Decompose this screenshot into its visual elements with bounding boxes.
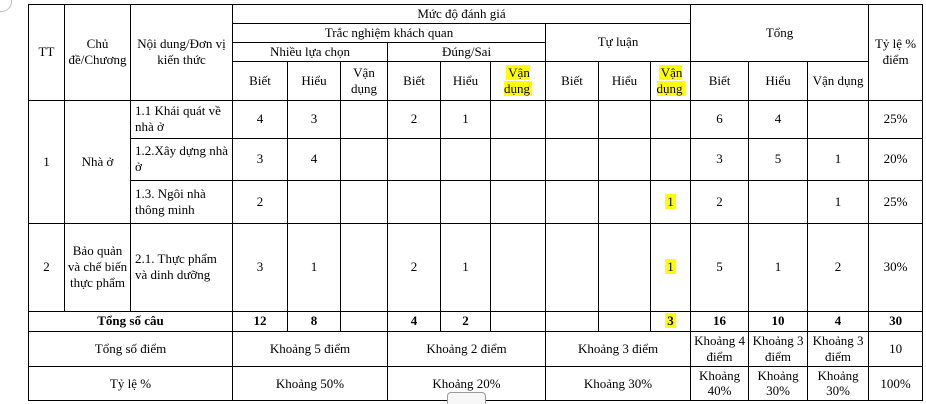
value-cell [651, 100, 691, 138]
cropped-bottom-widget[interactable] [447, 392, 486, 404]
col-header-tl-van-dung [651, 61, 691, 100]
value-cell: 1 [288, 223, 341, 311]
value-cell: 10 [749, 311, 808, 331]
value-cell [441, 138, 491, 180]
points-tu-luan-cell: Khoảng 3 điểm [546, 331, 691, 366]
value-cell [599, 180, 651, 223]
value-cell: 2 [388, 223, 441, 311]
percent-cell: 25% [869, 180, 923, 223]
value-cell: 2 [691, 180, 749, 223]
topic-cell: Nhà ở [65, 100, 131, 223]
value-cell [388, 138, 441, 180]
value-cell: 2 [441, 311, 491, 331]
group-header-dung-sai: Đúng/Sai [388, 42, 546, 61]
value-cell: 4 [233, 100, 288, 138]
total-points-label: Tổng số điểm [29, 331, 233, 366]
group-header-nhieu-lua-chon: Nhiều lựa chọn [233, 42, 388, 61]
points-dung-sai-cell: Khoảng 2 điểm [388, 331, 546, 366]
value-cell: 12 [233, 311, 288, 331]
points-total-cell: 10 [869, 331, 923, 366]
value-cell: 5 [691, 223, 749, 311]
percent-cell: 30% [869, 223, 923, 311]
value-cell [491, 180, 546, 223]
total-questions-row [29, 311, 923, 331]
value-cell: 1 [441, 223, 491, 311]
col-header-noi-dung: Nội dung/Đơn vị kiến thức [131, 5, 233, 101]
points-tong-hieu-cell: Khoảng 3 điểm [749, 331, 808, 366]
group-header-tu-luan: Tự luận [546, 23, 691, 61]
points-nlc-cell: Khoảng 5 điểm [233, 331, 388, 366]
value-cell: 3 [233, 223, 288, 311]
value-cell [599, 311, 651, 331]
col-header-tong-hieu: Hiểu [749, 61, 808, 100]
percent-nlc-cell: Khoảng 50% [233, 366, 388, 401]
value-cell [491, 311, 546, 331]
value-cell: 16 [691, 311, 749, 331]
value-cell [651, 223, 691, 311]
col-header-chu-de: Chủ đề/Chương [65, 5, 131, 101]
percent-tong-van-dung-cell: Khoảng 30% [808, 366, 869, 401]
table-row [29, 100, 923, 138]
value-cell: 6 [691, 100, 749, 138]
highlighted-header-text: Vận dụng [656, 64, 683, 96]
value-cell [749, 180, 808, 223]
value-cell [341, 180, 388, 223]
topic-cell: Bảo quản và chế biến thực phẩm [65, 223, 131, 311]
value-cell [441, 180, 491, 223]
percent-tong-hieu-cell: Khoảng 30% [749, 366, 808, 401]
col-header-tong-biet: Biết [691, 61, 749, 100]
points-tong-van-dung-cell: Khoảng 3 điểm [808, 331, 869, 366]
value-cell: 3 [233, 138, 288, 180]
percent-cell: 20% [869, 138, 923, 180]
value-cell [546, 223, 599, 311]
col-header-tl-hieu: Hiểu [599, 61, 651, 100]
content-name-cell: 1.1 Khái quát về nhà ở [131, 100, 233, 138]
value-cell [599, 138, 651, 180]
value-cell: 5 [749, 138, 808, 180]
table-row [29, 180, 923, 223]
col-header-ds-hieu: Hiểu [441, 61, 491, 100]
value-cell [341, 311, 388, 331]
value-cell [491, 100, 546, 138]
header-row-1 [29, 5, 923, 24]
value-cell [651, 180, 691, 223]
value-cell: 4 [388, 311, 441, 331]
percent-tong-biet-cell: Khoảng 40% [691, 366, 749, 401]
value-cell [491, 223, 546, 311]
col-header-nlc-hieu: Hiểu [288, 61, 341, 100]
value-cell [546, 311, 599, 331]
col-header-ds-van-dung [491, 61, 546, 100]
col-header-nlc-biet: Biết [233, 61, 288, 100]
content-name-cell: 1.3. Ngôi nhà thông minh [131, 180, 233, 223]
value-cell: 2 [808, 223, 869, 311]
percentage-label: Tỷ lệ % [29, 366, 233, 401]
value-cell [546, 138, 599, 180]
group-header-trac-nghiem: Trắc nghiệm khách quan [233, 23, 546, 42]
value-cell [651, 311, 691, 331]
table-row [29, 223, 923, 311]
points-tong-biet-cell: Khoảng 4 điểm [691, 331, 749, 366]
group-header-muc-do-danh-gia: Mức độ đánh giá [233, 5, 691, 24]
value-cell [651, 138, 691, 180]
col-header-tong-van-dung: Vận dụng [808, 61, 869, 100]
table-row [29, 138, 923, 180]
value-cell [599, 100, 651, 138]
content-name-cell: 2.1. Thực phẩm và dinh dưỡng [131, 223, 233, 311]
col-header-ty-le-diem: Tỷ lệ % điểm [869, 5, 923, 101]
percent-dung-sai-cell: Khoảng 20% [388, 366, 546, 401]
cropped-corner-widget [0, 0, 12, 12]
value-cell [341, 100, 388, 138]
value-cell: 4 [808, 311, 869, 331]
percent-tu-luan-cell: Khoảng 30% [546, 366, 691, 401]
highlighted-value: 1 [667, 259, 674, 275]
col-header-nlc-van-dung: Vận dụng [341, 61, 388, 100]
content-name-cell: 1.2.Xây dựng nhà ở [131, 138, 233, 180]
total-points-row [29, 331, 923, 366]
value-cell [599, 223, 651, 311]
col-header-tl-biet: Biết [546, 61, 599, 100]
value-cell: 1 [441, 100, 491, 138]
percent-total-cell: 100% [869, 366, 923, 401]
col-header-tt: TT [29, 5, 65, 101]
value-cell [491, 138, 546, 180]
value-cell [341, 138, 388, 180]
total-questions-label: Tổng số câu [29, 311, 233, 331]
value-cell [546, 100, 599, 138]
col-header-ds-biet: Biết [388, 61, 441, 100]
value-cell: 1 [808, 138, 869, 180]
value-cell: 2 [388, 100, 441, 138]
value-cell [341, 223, 388, 311]
value-cell [808, 100, 869, 138]
highlighted-value: 3 [667, 313, 674, 329]
value-cell: 3 [691, 138, 749, 180]
highlighted-value: 1 [667, 193, 674, 209]
value-cell: 4 [288, 138, 341, 180]
row-number-cell: 1 [29, 100, 65, 223]
value-cell [388, 180, 441, 223]
highlighted-header-text: Vận dụng [504, 64, 530, 96]
value-cell: 1 [808, 180, 869, 223]
value-cell: 30 [869, 311, 923, 331]
group-header-tong: Tổng [691, 5, 869, 62]
value-cell: 8 [288, 311, 341, 331]
value-cell: 4 [749, 100, 808, 138]
percent-cell: 25% [869, 100, 923, 138]
value-cell: 2 [233, 180, 288, 223]
value-cell: 1 [749, 223, 808, 311]
value-cell: 3 [288, 100, 341, 138]
assessment-matrix-table [28, 4, 923, 401]
value-cell [288, 180, 341, 223]
row-number-cell: 2 [29, 223, 65, 311]
value-cell [546, 180, 599, 223]
